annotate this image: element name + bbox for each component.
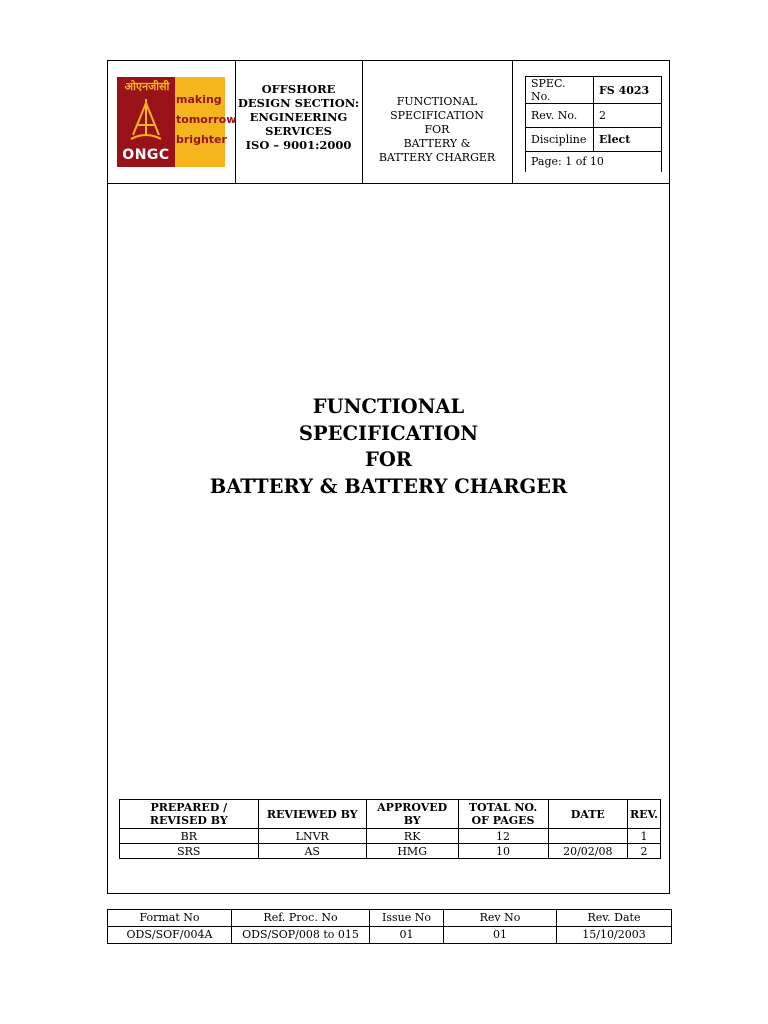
section-line: ENGINEERING [249,110,348,124]
main-title-line: SPECIFICATION [298,421,479,445]
format-value: ODS/SOF/004A [108,927,232,944]
signoff-table [119,799,661,859]
signoff-cell: AS [258,844,366,859]
section-line: DESIGN SECTION: [237,96,360,110]
header-title-cell [362,61,513,183]
discipline-value: Elect [594,128,662,152]
format-table [107,909,672,944]
table-row [120,829,661,844]
ongc-emblem-icon [125,95,167,145]
signoff-cell: 20/02/08 [548,844,627,859]
signoff-cell: 12 [458,829,548,844]
logo-tagline-2: tomorrow [176,113,237,126]
format-header-rev-date: Rev. Date [557,910,672,927]
main-title [108,394,669,500]
section-cell [235,61,363,183]
signoff-header-approved: APPROVED BY [366,800,458,829]
section-text [235,82,362,152]
header-title-line: BATTERY & [403,137,471,150]
signoff-cell: HMG [366,844,458,859]
main-title-line: BATTERY & BATTERY CHARGER [209,474,568,498]
header-title-line: FUNCTIONAL [396,95,478,108]
format-value: 01 [370,927,444,944]
format-header-format-no: Format No [108,910,232,927]
ongc-logo [117,77,237,167]
discipline-label: Discipline [526,128,594,152]
format-value: 01 [444,927,557,944]
format-header-ref-proc: Ref. Proc. No [232,910,370,927]
spec-no-value: FS 4023 [594,77,662,104]
section-line: ISO – 9001:2000 [245,138,352,152]
table-row [108,927,672,944]
signoff-cell: 10 [458,844,548,859]
signoff-cell: BR [120,829,259,844]
logo-cell [108,61,236,183]
section-line: SERVICES [265,124,332,138]
signoff-cell: 2 [628,844,661,859]
signoff-cell: 1 [628,829,661,844]
signoff-cell: LNVR [258,829,366,844]
spec-no-label: SPEC. No. [526,77,594,104]
main-title-line: FUNCTIONAL [312,395,465,418]
logo-tagline-3: brighter [176,133,227,146]
rev-no-label: Rev. No. [526,104,594,128]
format-header-rev-no: Rev No [444,910,557,927]
logo-tagline-1: making [176,93,222,106]
signoff-header-reviewed: REVIEWED BY [258,800,366,829]
logo-ongc-text: ONGC [122,147,170,163]
logo-hindi-text: ओएनजीसी [124,80,170,93]
header-title-line: BATTERY CHARGER [378,151,496,164]
header-title-line: SPECIFICATION [390,109,484,122]
main-title-line: FOR [364,448,413,471]
signoff-header-row [120,800,661,829]
section-line: OFFSHORE [261,82,336,96]
signoff-cell: SRS [120,844,259,859]
signoff-header-rev: REV. [628,800,661,829]
format-value: ODS/SOP/008 to 015 [232,927,370,944]
spec-table [525,76,662,172]
format-value: 15/10/2003 [557,927,672,944]
table-row [120,844,661,859]
document-frame [107,60,670,894]
signoff-header-pages: TOTAL NO. OF PAGES [458,800,548,829]
format-header-issue-no: Issue No [370,910,444,927]
signoff-cell: RK [366,829,458,844]
format-header-row [108,910,672,927]
signoff-header-date: DATE [548,800,627,829]
document-header [108,61,669,184]
header-title [362,95,512,165]
header-title-line: FOR [424,123,450,136]
signoff-cell [548,829,627,844]
signoff-header-prepared: PREPARED / REVISED BY [120,800,259,829]
page-number: Page: 1 of 10 [526,152,662,172]
rev-no-value: 2 [594,104,662,128]
